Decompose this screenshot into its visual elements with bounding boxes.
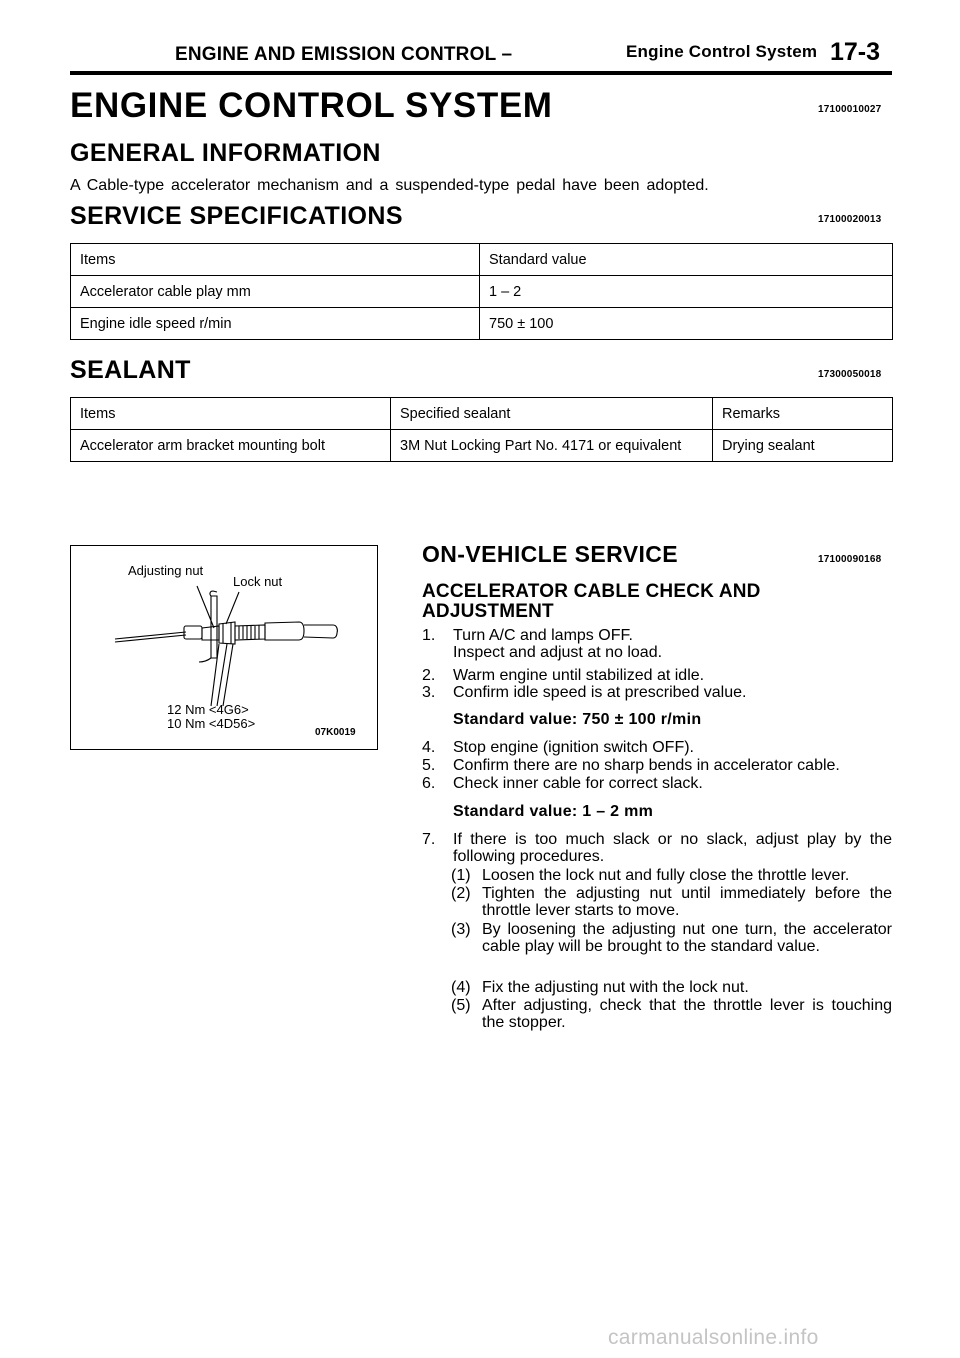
table-cell: 750 ± 100 (480, 308, 893, 340)
site-watermark: carmanualsonline.info (608, 1326, 819, 1349)
step-number: 2. (422, 667, 436, 684)
standard-value-idle: Standard value: 750 ± 100 r/min (453, 711, 702, 728)
step-number: 5. (422, 757, 436, 774)
substep-text: Loosen the lock nut and fully close the throttle lever. (482, 867, 850, 884)
running-header (175, 42, 818, 66)
on-vehicle-heading: ON-VEHICLE SERVICE (422, 541, 678, 567)
table-header-cell: Remarks (713, 398, 893, 430)
sealant-heading: SEALANT (70, 356, 191, 384)
substep-number: (4) (451, 979, 471, 996)
step-3 (422, 685, 892, 702)
step-5 (422, 758, 892, 775)
step-text: Warm engine until stabilized at idle. (453, 667, 705, 684)
table-row (71, 308, 893, 340)
table-cell: Drying sealant (713, 430, 893, 462)
step-number: 6. (422, 775, 436, 792)
torque-4g6: 12 Nm <4G6> (167, 702, 249, 717)
cable-adjustment-figure (70, 545, 378, 750)
substep-2 (451, 886, 892, 919)
header-rule (70, 71, 892, 75)
torque-spec (167, 703, 255, 731)
step-7 (422, 832, 892, 865)
step-text: If there is too much slack or no slack, adjust play by the following procedures. (453, 831, 892, 865)
step-number: 4. (422, 739, 436, 756)
table-cell: Engine idle speed r/min (71, 308, 480, 340)
header-separator: – (501, 44, 513, 65)
table-row (71, 430, 893, 462)
step-text: Check inner cable for correct slack. (453, 775, 703, 792)
step-1 (422, 628, 892, 661)
service-specs-code: 17100020013 (818, 214, 882, 225)
substep-text: By loosening the adjusting nut one turn, the accelerator cable play will be brought to the standard value. (482, 921, 892, 955)
general-info-text: A Cable-type accelerator mechanism and a suspended-type pedal have been adopted. (70, 177, 709, 194)
title-code: 17100010027 (818, 104, 882, 115)
step-number: 1. (422, 627, 436, 644)
substep-text: Tighten the adjusting nut until immediately before the throttle lever starts to move. (482, 885, 892, 919)
header-section-title: ENGINE AND EMISSION CONTROL (175, 44, 497, 65)
step-text-line-2: Inspect and adjust at no load. (453, 643, 663, 661)
substep-number: (2) (451, 885, 471, 902)
service-specs-table (70, 243, 893, 340)
service-specs-heading: SERVICE SPECIFICATIONS (70, 202, 403, 230)
label-lock-nut: Lock nut (233, 574, 283, 589)
step-number: 7. (422, 831, 436, 848)
torque-4d56: 10 Nm <4D56> (167, 716, 256, 731)
table-header-row (71, 244, 893, 276)
table-cell: 1 – 2 (480, 276, 893, 308)
substep-4 (451, 980, 892, 997)
general-info-heading: GENERAL INFORMATION (70, 139, 381, 167)
table-header-cell: Specified sealant (391, 398, 713, 430)
table-cell: Accelerator arm bracket mounting bolt (71, 430, 391, 462)
label-adjusting-nut: Adjusting nut (128, 563, 204, 578)
table-header-cell: Items (71, 398, 391, 430)
table-header-cell: Items (71, 244, 480, 276)
sealant-table (70, 397, 893, 462)
step-4 (422, 740, 892, 757)
substep-number: (1) (451, 867, 471, 884)
cable-check-subheading: ACCELERATOR CABLE CHECK AND ADJUSTMENT (422, 581, 761, 622)
substep-text: Fix the adjusting nut with the lock nut. (482, 979, 749, 996)
table-header-cell: Standard value (480, 244, 893, 276)
page-number: 17-3 (830, 38, 881, 66)
substep-number: (5) (451, 997, 471, 1014)
figure-code: 07K0019 (315, 727, 356, 738)
on-vehicle-code: 17100090168 (818, 554, 882, 565)
page-title: ENGINE CONTROL SYSTEM (70, 86, 553, 125)
step-text: Confirm there are no sharp bends in accelerator cable. (453, 757, 840, 774)
step-text: Confirm idle speed is at prescribed value. (453, 684, 747, 701)
substep-5 (451, 998, 892, 1031)
header-subsection: Engine Control System (626, 42, 818, 61)
table-header-row (71, 398, 893, 430)
sealant-code: 17300050018 (818, 369, 882, 380)
table-cell: 3M Nut Locking Part No. 4171 or equivalent (391, 430, 713, 462)
step-text: Stop engine (ignition switch OFF). (453, 739, 694, 756)
substep-1 (451, 868, 892, 885)
standard-value-slack: Standard value: 1 – 2 mm (453, 803, 654, 820)
table-cell: Accelerator cable play mm (71, 276, 480, 308)
step-6 (422, 776, 892, 793)
step-text: Turn A/C and lamps OFF. (453, 627, 633, 644)
substep-text: After adjusting, check that the throttle lever is touching the stopper. (482, 997, 892, 1031)
substep-3 (451, 922, 892, 955)
table-row (71, 276, 893, 308)
step-number: 3. (422, 684, 436, 701)
step-2 (422, 668, 892, 685)
substep-number: (3) (451, 921, 471, 938)
